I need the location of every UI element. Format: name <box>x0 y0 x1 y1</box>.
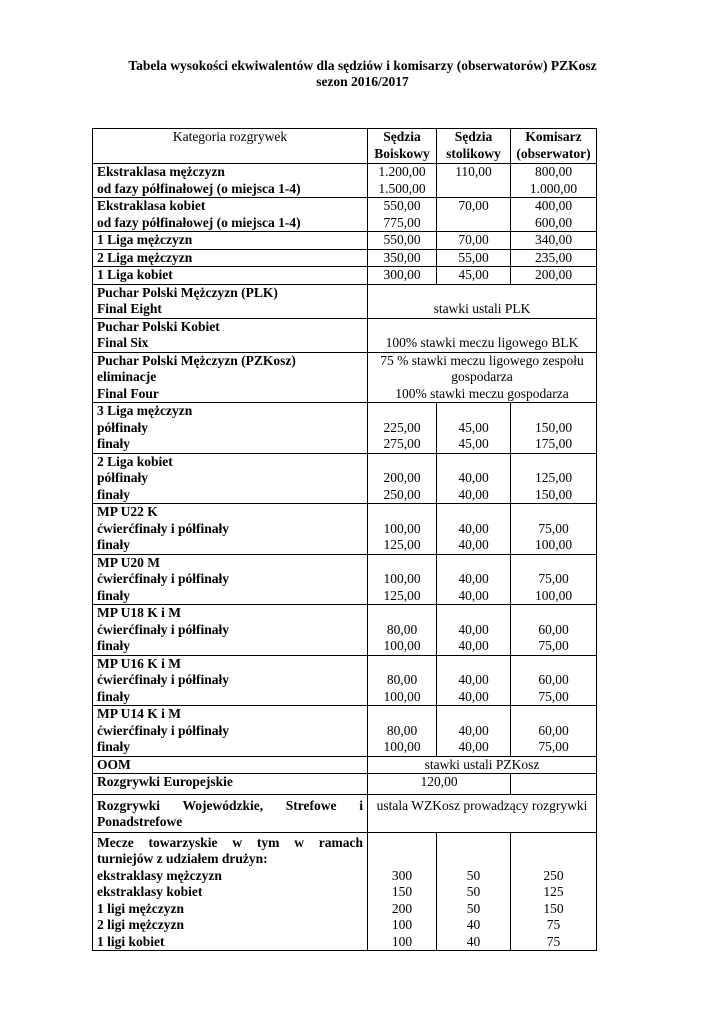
judge-table-cell: 70,00 <box>437 232 511 250</box>
category-detail: ćwierćfinały i półfinały <box>97 520 229 536</box>
value: 40,00 <box>458 571 489 586</box>
commissioner-cell <box>511 164 597 198</box>
spacer <box>441 454 506 471</box>
header-category-label: Kategoria rozgrywek <box>172 129 288 144</box>
value: 150 <box>391 884 413 899</box>
category-cell <box>93 504 368 555</box>
value: gospodarza <box>451 369 513 384</box>
category-cell: Rozgrywki Europejskie <box>93 774 368 795</box>
spacer <box>441 851 506 868</box>
spacer <box>515 605 592 622</box>
judge-court-cell: 300,00 <box>368 267 437 285</box>
category-name: 2 Liga kobiet <box>97 453 173 469</box>
header-judge-table-line1: Sędzia <box>454 129 493 144</box>
table-row <box>93 284 597 318</box>
value: 100,00 <box>383 520 421 536</box>
value: 150,00 <box>534 419 573 435</box>
value: 40 <box>466 917 481 932</box>
value: 800,00 <box>534 164 573 179</box>
value: 275,00 <box>383 436 421 451</box>
table-row <box>93 756 597 774</box>
table-row <box>93 655 597 706</box>
value: 75 <box>546 933 561 949</box>
value: 75 <box>546 917 561 932</box>
value: 125,00 <box>383 537 421 552</box>
table-row <box>93 605 597 656</box>
spacer <box>441 706 506 723</box>
value: 40 <box>466 933 481 949</box>
judge-court-cell <box>368 453 437 504</box>
judge-table-cell <box>437 164 511 198</box>
judge-table-cell <box>437 198 511 232</box>
judge-court-cell <box>368 605 437 656</box>
spacer <box>372 403 432 420</box>
spacer <box>372 454 432 471</box>
value: 1.200,00 <box>378 164 426 179</box>
value: 80,00 <box>386 722 418 738</box>
judge-table-cell <box>437 832 511 951</box>
commissioner-cell <box>511 655 597 706</box>
value: 60,00 <box>538 621 569 637</box>
commissioner-cell <box>511 605 597 656</box>
merged-value-cell: 120,00 <box>368 774 511 795</box>
category-detail: ćwierćfinały i półfinały <box>97 571 229 586</box>
value: 400,00 <box>534 198 573 213</box>
judge-table-cell <box>437 605 511 656</box>
spacer <box>515 835 592 852</box>
judge-court-cell <box>368 832 437 951</box>
value: 100,00 <box>383 638 421 653</box>
header-commissioner-line2: (obserwator) <box>516 145 591 161</box>
value: 150 <box>543 900 564 916</box>
table-row <box>93 318 597 352</box>
category-detail: 1 ligi kobiet <box>97 933 165 949</box>
category-detail: Final Four <box>97 385 159 401</box>
category-cell <box>93 352 368 403</box>
category-detail: finały <box>97 638 131 653</box>
value: 40,00 <box>458 621 489 637</box>
category-cell <box>93 832 368 951</box>
judge-court-cell <box>368 198 437 232</box>
category-name: MP U14 K i M <box>97 706 181 721</box>
value: 75,00 <box>538 638 569 653</box>
value: 40,00 <box>458 470 489 485</box>
judge-table-cell <box>437 453 511 504</box>
table-row <box>93 403 597 454</box>
category-cell <box>93 605 368 656</box>
value: 40,00 <box>458 688 489 704</box>
table-row <box>93 554 597 605</box>
value: 550,00 <box>383 198 421 213</box>
category-detail: od fazy półfinałowej (o miejsca 1-4) <box>97 214 301 230</box>
judge-court-cell: 550,00 <box>368 232 437 250</box>
category-name: MP U16 K i M <box>97 655 181 671</box>
table-row <box>93 198 597 232</box>
spacer <box>441 504 506 521</box>
table-row <box>93 249 597 267</box>
value: 225,00 <box>383 419 421 435</box>
category-name: Ekstraklasa kobiet <box>97 198 206 213</box>
category-detail: ćwierćfinały i półfinały <box>97 672 229 687</box>
commissioner-cell <box>511 706 597 757</box>
spacer <box>515 454 592 471</box>
spacer <box>515 656 592 673</box>
value: 125 <box>543 884 564 899</box>
value: 45,00 <box>458 436 489 451</box>
header-judge-court-line1: Sędzia <box>383 129 421 144</box>
table-row <box>93 164 597 198</box>
category-detail: eliminacje <box>97 369 157 384</box>
commissioner-cell: 200,00 <box>511 267 597 285</box>
title-line-2: sezon 2016/2017 <box>316 74 409 89</box>
header-judge-table-line2: stolikowy <box>446 145 501 161</box>
table-row <box>93 794 597 832</box>
category-name: Puchar Polski Kobiet <box>97 318 220 334</box>
value: 40,00 <box>458 739 489 754</box>
spacer <box>372 319 592 336</box>
value: 100,00 <box>383 739 421 754</box>
category-cell: 1 Liga mężczyzn <box>93 232 368 250</box>
value: 75,00 <box>538 688 569 704</box>
table-row <box>93 453 597 504</box>
category-detail: finały <box>97 537 131 552</box>
commissioner-cell <box>511 453 597 504</box>
merged-value-cell <box>368 318 597 352</box>
value: 75 % stawki meczu ligowego zespołu <box>380 352 584 368</box>
value: 40,00 <box>458 672 489 687</box>
category-name: Ekstraklasa mężczyzn <box>97 164 225 179</box>
value: 1.000,00 <box>529 180 578 196</box>
title-line-1: Tabela wysokości ekwiwalentów dla sędziów i komisarzy (obserwatorów) PZKosz <box>128 58 597 73</box>
category-detail: finały <box>97 587 131 603</box>
table-row <box>93 232 597 250</box>
commissioner-cell <box>511 504 597 555</box>
header-category <box>93 129 368 164</box>
spacer <box>372 656 432 673</box>
value: 775,00 <box>383 214 421 230</box>
value: 40,00 <box>458 722 489 738</box>
value: 250 <box>543 867 564 883</box>
value: 40,00 <box>458 537 489 552</box>
value: 45,00 <box>458 419 489 435</box>
value: 125,00 <box>383 587 421 603</box>
document-title <box>0 58 725 90</box>
value: 50 <box>466 867 481 883</box>
judge-court-cell <box>368 655 437 706</box>
category-detail: finały <box>97 486 131 502</box>
judge-court-cell: 350,00 <box>368 249 437 267</box>
category-name: MP U22 K <box>97 504 158 519</box>
value: 40,00 <box>458 520 489 536</box>
table-row <box>93 774 597 795</box>
category-detail: Final Six <box>97 335 149 350</box>
category-name: MP U18 K i M <box>97 605 181 620</box>
merged-value-cell: stawki ustali PZKosz <box>368 756 597 774</box>
spacer <box>515 403 592 420</box>
judge-table-cell: 45,00 <box>437 267 511 285</box>
value: 40,00 <box>458 486 489 502</box>
spacer <box>372 605 432 622</box>
spacer <box>441 605 506 622</box>
value: 75,00 <box>538 520 569 536</box>
spacer <box>372 504 432 521</box>
empty-cell <box>511 774 597 795</box>
judge-court-cell <box>368 554 437 605</box>
value: 600,00 <box>534 214 573 230</box>
value: 100 <box>391 933 413 949</box>
merged-value-cell <box>368 352 597 403</box>
category-cell <box>93 164 368 198</box>
judge-table-cell <box>437 504 511 555</box>
category-detail: finały <box>97 436 131 451</box>
value: 200 <box>391 900 413 916</box>
commissioner-cell <box>511 832 597 951</box>
value: 200,00 <box>383 470 421 485</box>
category-detail: finały <box>97 688 131 704</box>
value: 1.500,00 <box>378 180 426 196</box>
category-name: Puchar Polski Mężczyzn (PZKosz) <box>97 352 296 368</box>
header-judge-court <box>368 129 437 164</box>
category-cell <box>93 198 368 232</box>
category-name: 3 Liga mężczyzn <box>97 403 193 418</box>
value: 300 <box>391 867 413 883</box>
value: stawki ustali PLK <box>433 301 531 316</box>
spacer <box>441 403 506 420</box>
category-detail: od fazy półfinałowej (o miejsca 1-4) <box>97 180 301 196</box>
value: 40,00 <box>458 587 489 603</box>
spacer <box>515 851 592 868</box>
table-row <box>93 504 597 555</box>
judge-court-cell <box>368 403 437 454</box>
category-cell: OOM <box>93 756 368 774</box>
category-cell: 1 Liga kobiet <box>93 267 368 285</box>
category-detail: ćwierćfinały i półfinały <box>97 722 229 738</box>
value: 100% stawki meczu ligowego BLK <box>385 335 579 350</box>
category-detail: finały <box>97 739 131 754</box>
value: 110,00 <box>455 164 492 179</box>
value: 100,00 <box>534 537 573 552</box>
value: 50 <box>466 884 481 899</box>
header-commissioner <box>511 129 597 164</box>
judge-table-cell <box>437 554 511 605</box>
category-detail: ekstraklasy mężczyzn <box>97 867 222 883</box>
value: 100% stawki meczu gospodarza <box>395 385 569 401</box>
value: 100 <box>391 917 413 932</box>
category-name: MP U20 M <box>97 554 160 570</box>
value: 150,00 <box>534 486 573 502</box>
spacer <box>372 285 592 302</box>
judge-court-cell <box>368 706 437 757</box>
spacer <box>441 656 506 673</box>
value: 125,00 <box>534 470 573 485</box>
spacer <box>441 555 506 572</box>
spacer <box>372 835 432 852</box>
header-judge-table <box>437 129 511 164</box>
value: 70,00 <box>458 198 489 213</box>
judge-table-cell <box>437 403 511 454</box>
value: 75,00 <box>538 571 569 586</box>
commissioner-cell <box>511 554 597 605</box>
judge-table-cell <box>437 706 511 757</box>
category-cell <box>93 554 368 605</box>
value: 80,00 <box>386 672 418 687</box>
category-cell <box>93 284 368 318</box>
spacer <box>372 851 432 868</box>
value: 75,00 <box>538 739 569 754</box>
judge-table-cell: 55,00 <box>437 249 511 267</box>
category-detail: 2 ligi mężczyzn <box>97 917 184 932</box>
rates-table <box>92 128 597 951</box>
spacer <box>372 706 432 723</box>
category-detail: półfinały <box>97 419 149 435</box>
spacer <box>441 835 506 852</box>
commissioner-cell <box>511 198 597 232</box>
category-detail: ekstraklasy kobiet <box>97 884 203 899</box>
category-detail: półfinały <box>97 470 149 485</box>
value: 175,00 <box>534 436 573 451</box>
category-cell: Rozgrywki Wojewódzkie, Strefowe i Ponadstrefowe <box>93 794 368 832</box>
category-detail: ćwierćfinały i półfinały <box>97 621 229 637</box>
category-cell <box>93 655 368 706</box>
category-cell <box>93 318 368 352</box>
category-cell <box>93 706 368 757</box>
category-cell <box>93 403 368 454</box>
category-name: Puchar Polski Mężczyzn (PLK) <box>97 284 278 300</box>
spacer <box>372 555 432 572</box>
judge-court-cell <box>368 164 437 198</box>
value: 40,00 <box>458 638 489 653</box>
value: 60,00 <box>538 672 569 687</box>
header-commissioner-line1: Komisarz <box>525 129 582 144</box>
value: 80,00 <box>386 621 418 637</box>
category-cell <box>93 453 368 504</box>
category-detail: Final Eight <box>97 301 162 316</box>
value: 250,00 <box>383 486 421 502</box>
merged-value-cell: ustala WZKosz prowadzący rozgrywki <box>368 794 597 832</box>
spacer <box>515 706 592 723</box>
table-row <box>93 352 597 403</box>
table-header-row <box>93 129 597 164</box>
commissioner-cell: 235,00 <box>511 249 597 267</box>
commissioner-cell <box>511 403 597 454</box>
table-row <box>93 267 597 285</box>
value: 60,00 <box>538 722 569 738</box>
value: 50 <box>466 900 481 916</box>
table-row <box>93 832 597 951</box>
category-detail: 1 ligi mężczyzn <box>97 900 184 916</box>
category-name: Mecze towarzyskie w tym w ramach turniejów z udziałem drużyn: <box>97 834 363 866</box>
merged-value-cell <box>368 284 597 318</box>
spacer <box>515 504 592 521</box>
category-cell: 2 Liga mężczyzn <box>93 249 368 267</box>
judge-table-cell <box>437 655 511 706</box>
value: 100,00 <box>383 571 421 586</box>
commissioner-cell: 340,00 <box>511 232 597 250</box>
value: 100,00 <box>383 688 421 704</box>
spacer <box>515 555 592 572</box>
judge-court-cell <box>368 504 437 555</box>
header-judge-court-line2: Boiskowy <box>374 145 430 161</box>
table-row <box>93 706 597 757</box>
value: 100,00 <box>534 587 573 603</box>
